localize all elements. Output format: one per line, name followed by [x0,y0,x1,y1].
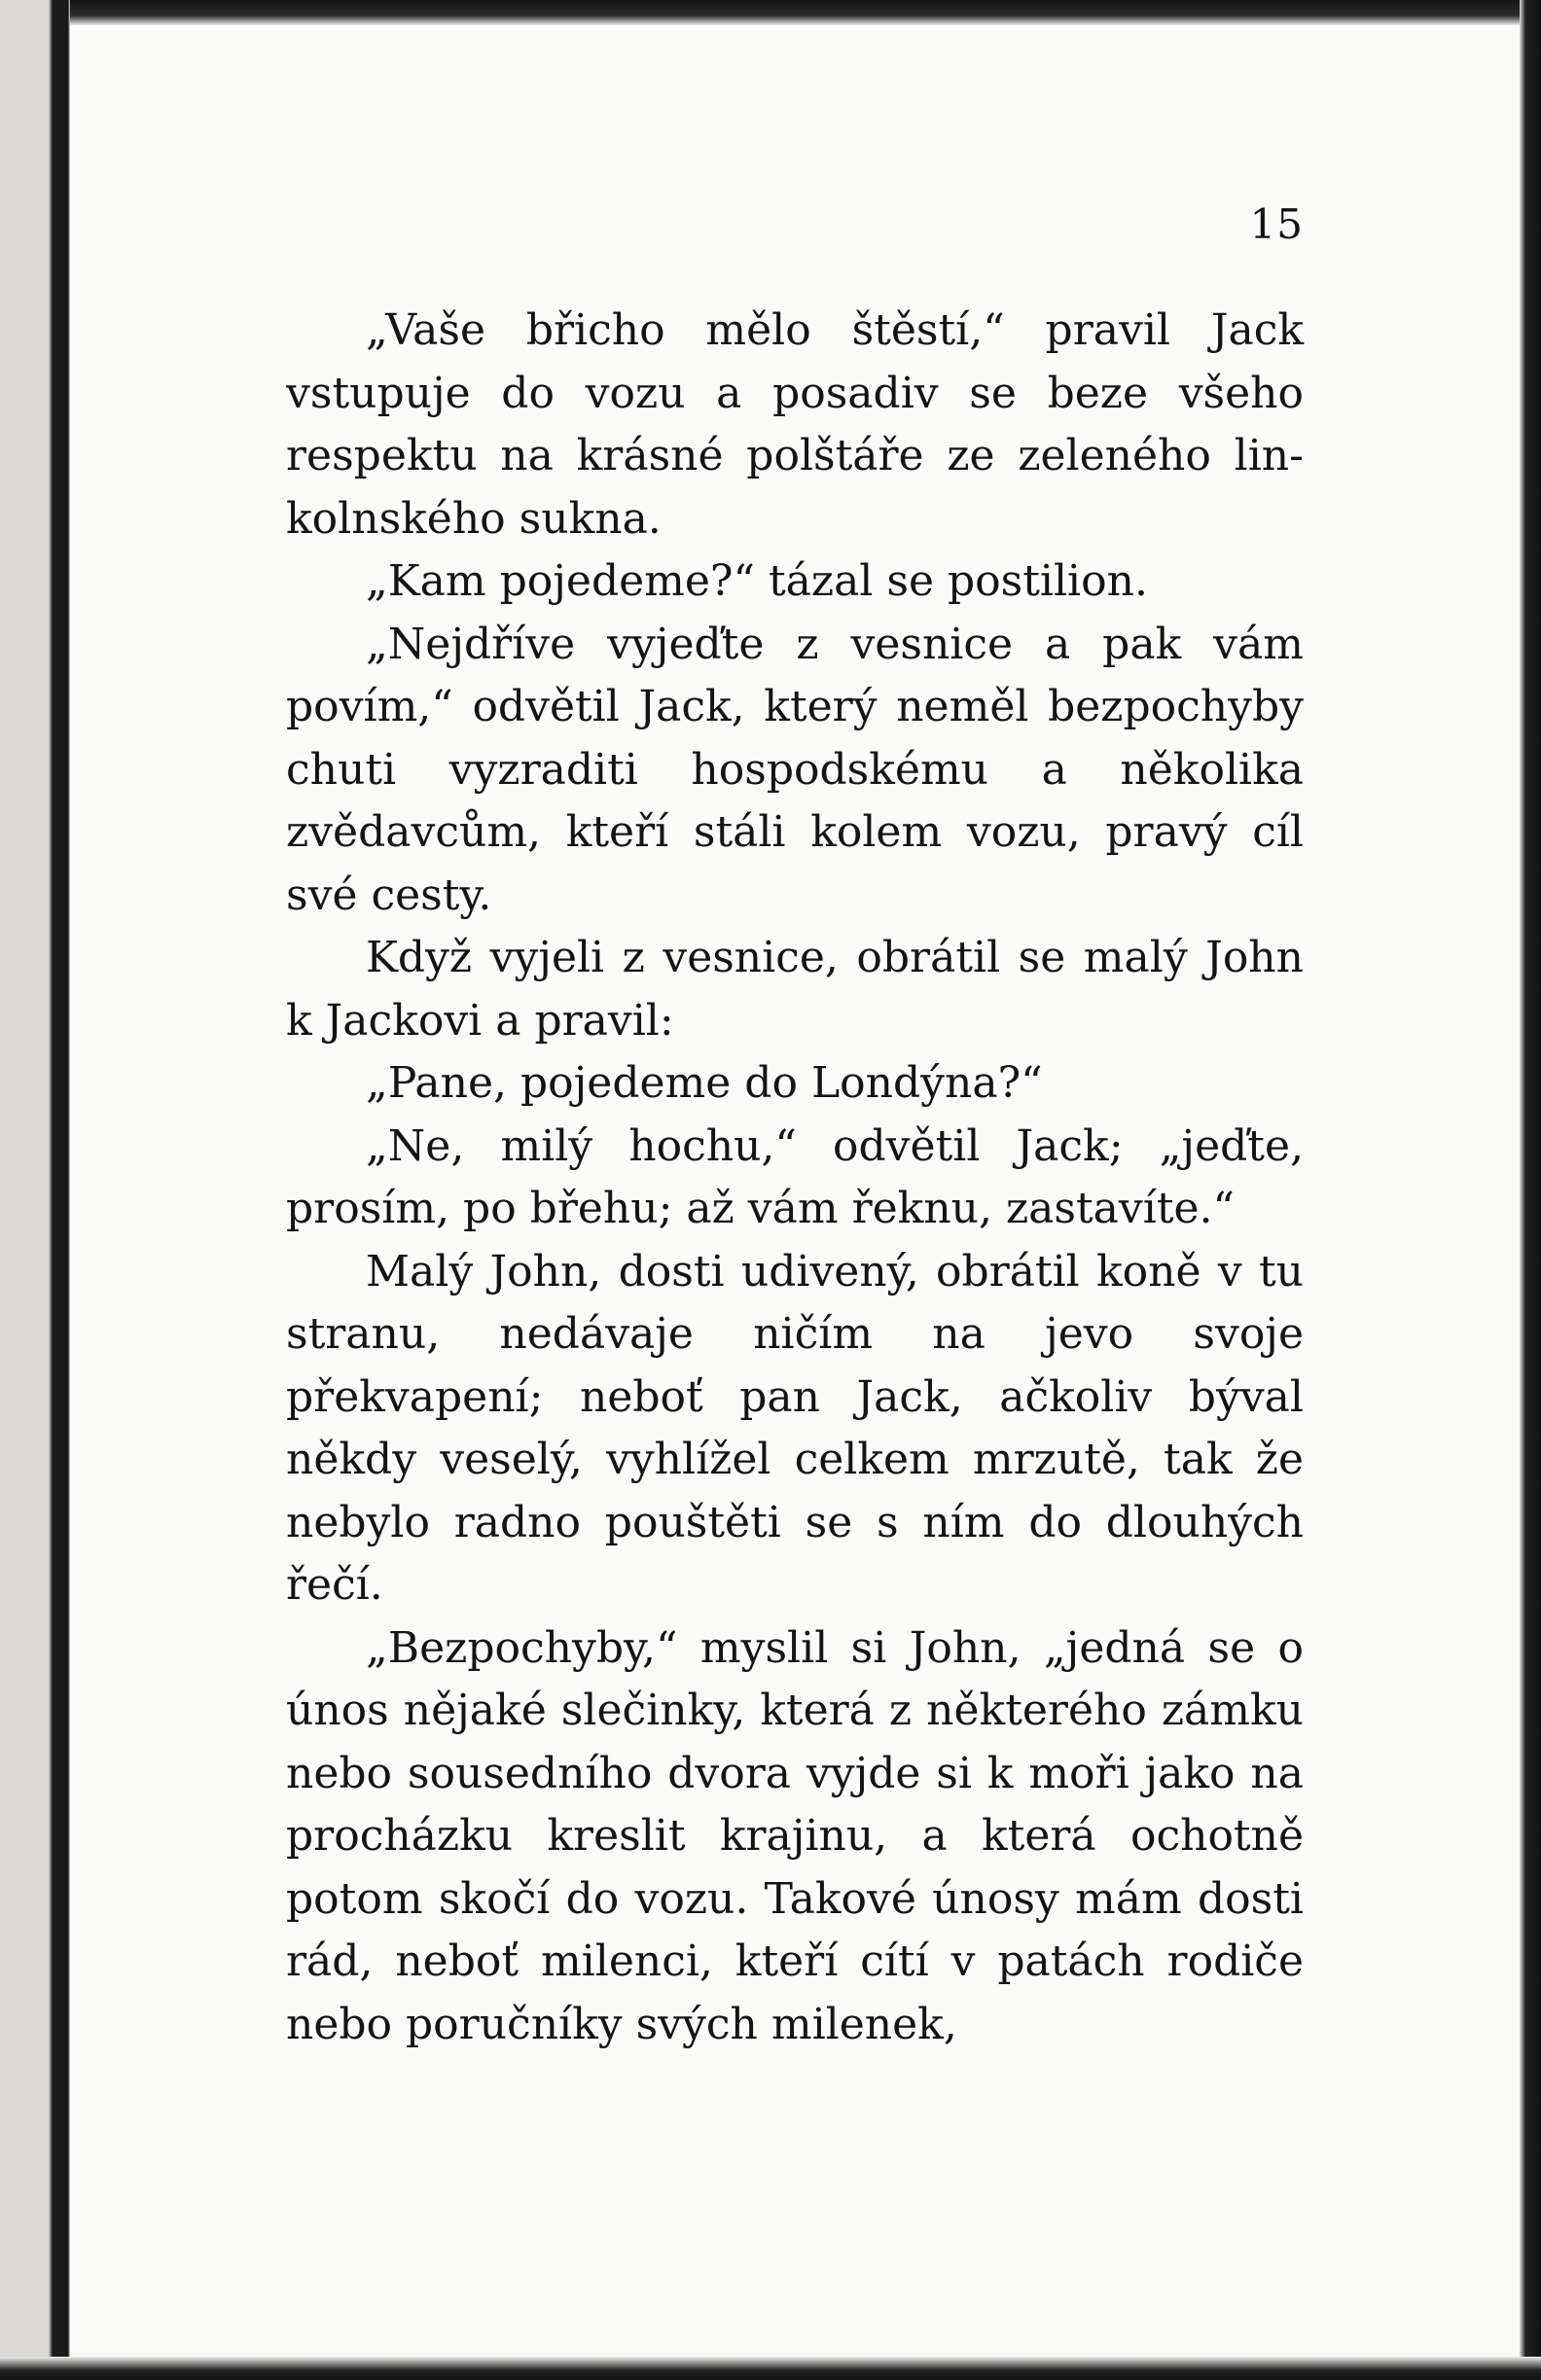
paragraph: „Kam pojedeme?“ tázal se postilion. [366,556,1148,606]
scan-border-left [0,0,70,2380]
scan-border-top [0,0,1541,25]
paragraph: Když vyjeli z vesnice, obrátil se malý John k Jackovi a pravil: [286,933,1304,1046]
paragraph: „Vaše břicho mělo štěstí,“ pravil Jack vstupuje do vozu a posadiv se beze všeho respektu na krásné polštáře ze zeleného linkolnského sukna. [286,305,1304,544]
paragraph: „Nejdříve vyjeďte z vesnice a pak vám povím,“ odvětil Jack, který neměl bezpochyby chuti vyzraditi hospodskému a několika zvědavcům, kteří stáli kolem vozu, pravý cíl své cesty. [286,619,1304,920]
paragraph: „Bezpochyby,“ myslil si John, „jedná se o únos nějaké slečinky, která z některého zámku nebo sousedního dvora vyjde si k moři jako na procházku kreslit krajinu, a která ochotně potom skočí do vozu. Takové únosy mám dosti rád, neboť milenci, kteří cítí v patách rodiče nebo poručníky svých milenek, [286,1622,1304,2049]
scan-border-right [1520,0,1541,2380]
paragraph: „Ne, milý hochu,“ odvětil Jack; „jeďte, prosím, po břehu; až vám řeknu, zastavíte.“ [286,1120,1304,1233]
body-text [286,300,1304,2056]
paragraph: Malý John, dosti udivený, obrátil koně v tu stranu, nedávaje ničím na jevo svoje překvapení; neboť pan Jack, ačkoliv býval někdy veselý, vyhlížel celkem mrzutě, tak že nebylo radno pouštěti se s ním do dlouhých řečí. [286,1246,1304,1610]
paragraph: „Pane, pojedeme do Londýna?“ [366,1058,1043,1108]
scan-border-bottom [0,2357,1541,2380]
page-number: 15 [1249,200,1304,248]
